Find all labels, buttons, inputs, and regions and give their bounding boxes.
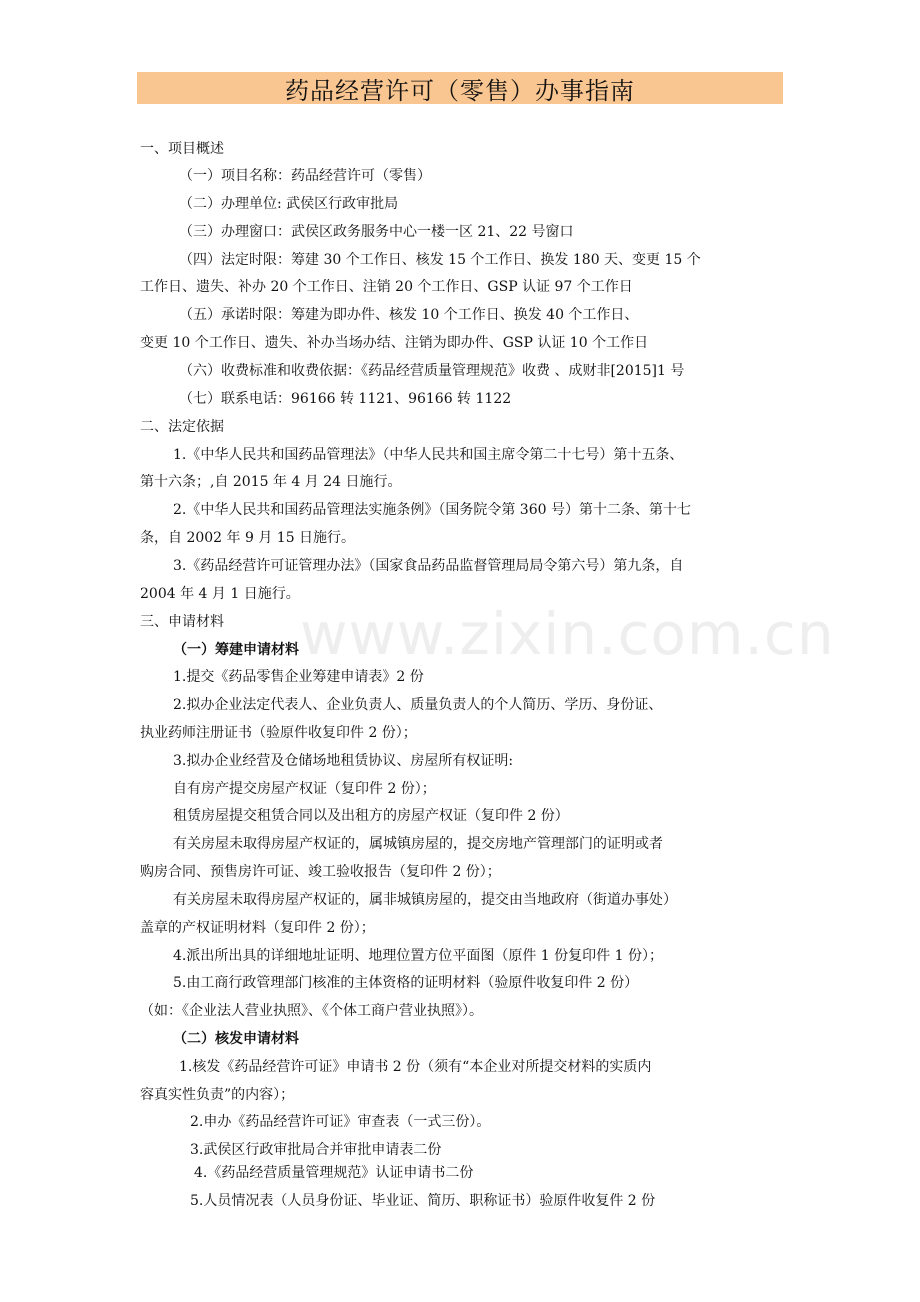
text-line: （五）承诺时限：筹建为即办件、核发 10 个工作日、换发 40 个工作日、: [179, 307, 639, 323]
watermark-text: www.zixin.com.cn: [300, 600, 835, 668]
text-line: 有关房屋未取得房屋产权证的，属城镇房屋的，提交房地产管理部门的证明或者: [173, 836, 663, 852]
section-heading-legal-basis: 二、法定依据: [140, 419, 224, 435]
text-line: 容真实性负责”的内容）；: [140, 1087, 295, 1103]
text-line: 2.申办《药品经营许可证》审查表（一式三份）。: [190, 1114, 491, 1130]
section-heading-materials: 三、申请材料: [140, 614, 224, 630]
text-line: （四）法定时限：筹建 30 个工作日、核发 15 个工作日、换发 180 天、变更 15 个: [179, 252, 701, 268]
text-line: 条，自 2002 年 9 月 15 日施行。: [140, 530, 356, 546]
text-line: （六）收费标准和收费依据：《药品经营质量管理规范》收费 、成财非[2015]1 号: [179, 363, 685, 379]
text-line: 2.《中华人民共和国药品管理法实施条例》（国务院令第 360 号）第十二条、第十七: [173, 502, 691, 518]
text-line: （二）办理单位: 武侯区行政审批局: [179, 196, 399, 212]
text-line: 3.武侯区行政审批局合并审批申请表二份: [190, 1142, 442, 1158]
text-line: 3.拟办企业经营及仓储场地租赁协议、房屋所有权证明:: [173, 753, 514, 769]
subsection-heading-issuance: （二）核发申请材料: [173, 1031, 299, 1047]
text-line: 变更 10 个工作日、遗失、补办当场办结、注销为即办件、GSP 认证 10 个工作日: [140, 335, 649, 351]
text-line: 有关房屋未取得房屋产权证的，属非城镇房屋的，提交由当地政府（街道办事处）: [173, 892, 677, 908]
text-line: 第十六条；,自 2015 年 4 月 24 日施行。: [140, 474, 402, 490]
text-line: 购房合同、预售房许可证、竣工验收报告（复印件 2 份）；: [140, 864, 501, 880]
text-line: （一）项目名称：药品经营许可（零售）: [179, 168, 431, 184]
text-line: （如：《企业法人营业执照》、《个体工商户营业执照》）。: [140, 1003, 483, 1019]
text-line: 工作日、遗失、补办 20 个工作日、注销 20 个工作日、GSP 认证 97 个工作日: [140, 279, 633, 295]
text-line: （三）办理窗口：武侯区政务服务中心一楼一区 21、22 号窗口: [179, 224, 574, 240]
text-line: 自有房产提交房屋产权证（复印件 2 份）；: [173, 781, 436, 797]
text-line: 1.提交《药品零售企业筹建申请表》2 份: [173, 669, 424, 685]
document-title: 药品经营许可（零售）办事指南: [137, 72, 783, 104]
subsection-heading-preparation: （一）筹建申请材料: [173, 642, 299, 658]
text-line: 5.由工商行政管理部门核准的主体资格的证明材料（验原件收复印件 2 份）: [173, 975, 639, 991]
text-line: 1.核发《药品经营许可证》申请书 2 份（须有“本企业对所提交材料的实质内: [179, 1059, 652, 1075]
text-line: 1.《中华人民共和国药品管理法》（中华人民共和国主席令第二十七号）第十五条、: [173, 447, 684, 463]
section-heading-overview: 一、项目概述: [140, 141, 224, 157]
text-line: 4.《药品经营质量管理规范》认证申请书二份: [194, 1165, 474, 1181]
text-line: 2004 年 4 月 1 日施行。: [140, 586, 300, 602]
text-line: 2.拟办企业法定代表人、企业负责人、质量负责人的个人简历、学历、身份证、: [173, 697, 663, 713]
text-line: 4.派出所出具的详细地址证明、地理位置方位平面图（原件 1 份复印件 1 份）；: [173, 948, 663, 964]
text-line: （七）联系电话：96166 转 1121、96166 转 1122: [179, 391, 512, 407]
text-line: 5.人员情况表（人员身份证、毕业证、简历、职称证书）验原件收复件 2 份: [190, 1193, 656, 1209]
text-line: 盖章的产权证明材料（复印件 2 份）；: [140, 920, 375, 936]
text-line: 3.《药品经营许可证管理办法》（国家食品药品监督管理局局令第六号）第九条，自: [173, 558, 684, 574]
text-line: 执业药师注册证书（验原件收复印件 2 份）；: [140, 725, 417, 741]
text-line: 租赁房屋提交租赁合同以及出租方的房屋产权证（复印件 2 份）: [173, 808, 569, 824]
